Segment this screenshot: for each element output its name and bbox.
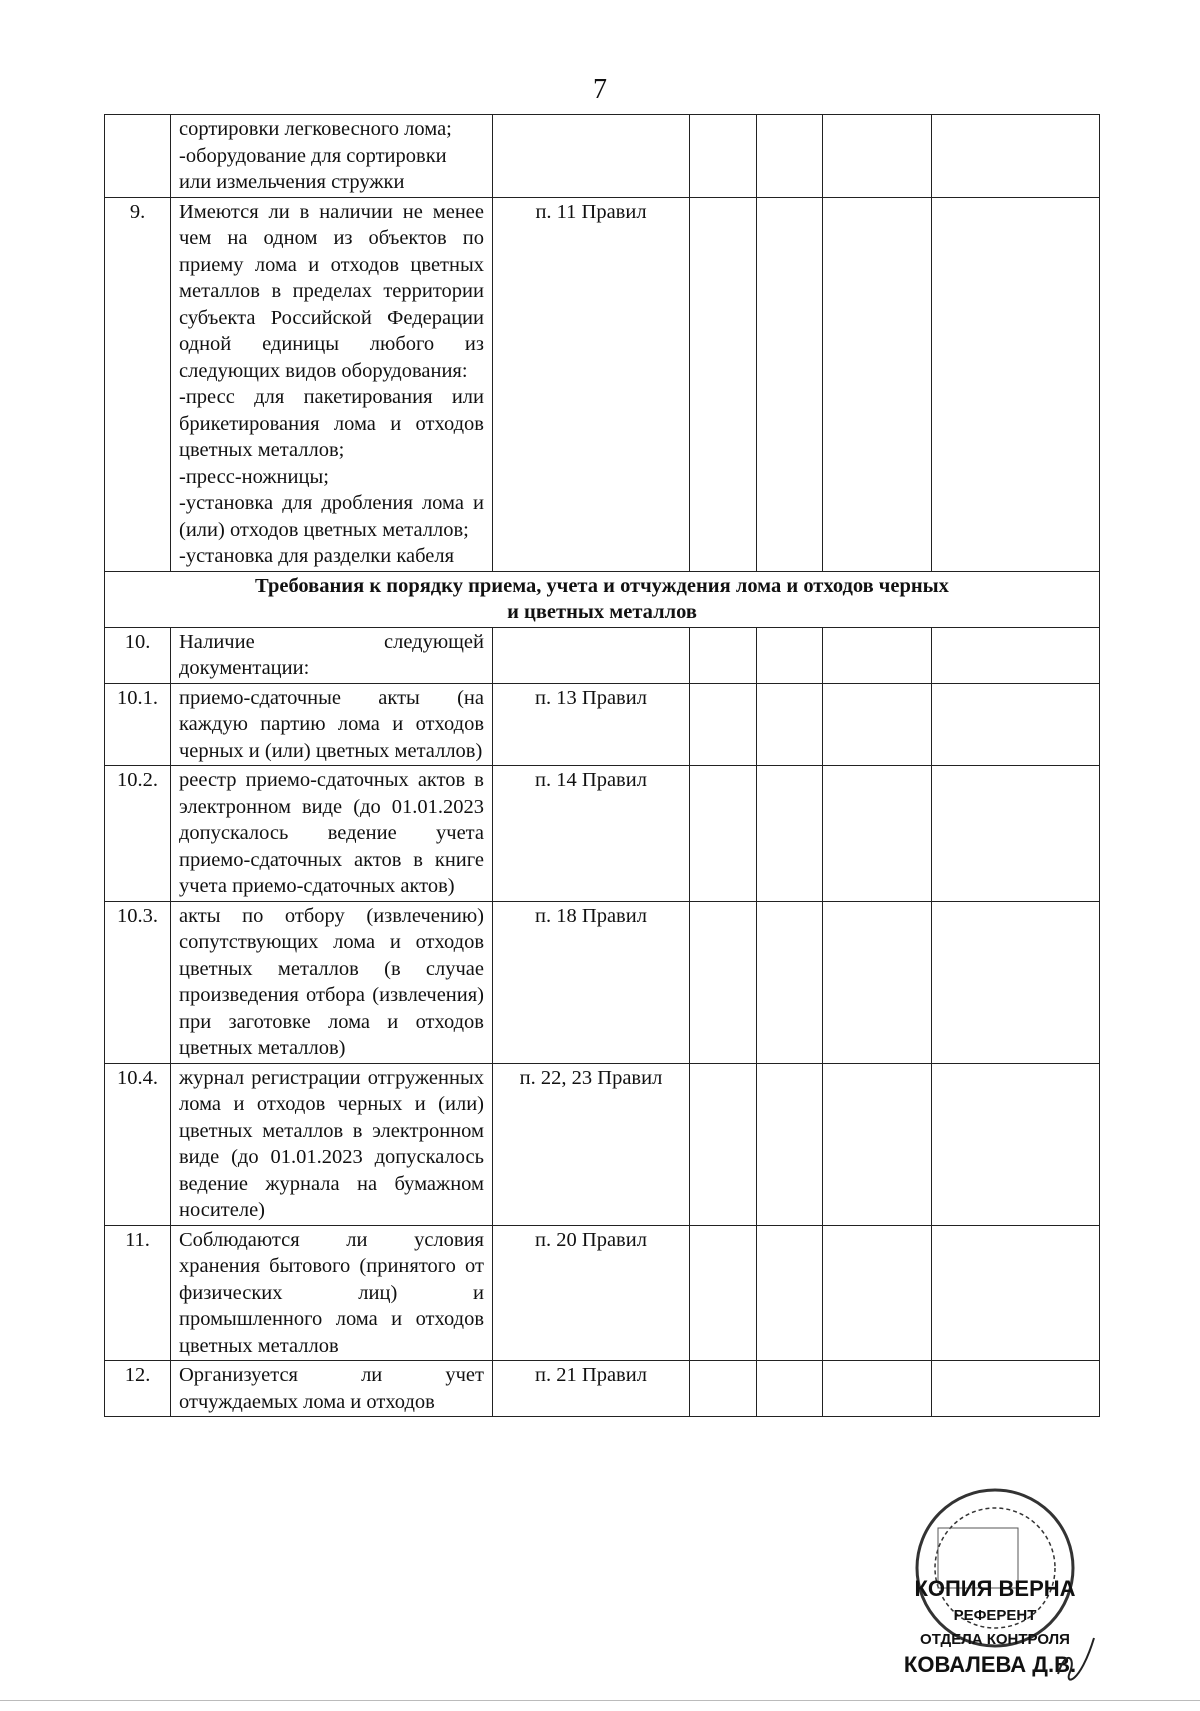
table-row [105,1225,1100,1361]
description-text: реестр приемо-сдаточных актов в электронном виде (до 01.01.2023 допускалось ведение учета приемо-сдаточных актов в книге учета приемо-сдаточных актов) [179,769,484,897]
answer-cell-na [823,197,932,571]
row-reference: п. 11 Правил [493,197,690,571]
answer-cell-yes [690,1063,757,1225]
answer-cell-no [757,115,823,198]
row-reference: п. 13 Правил [493,683,690,766]
row-reference: п. 22, 23 Правил [493,1063,690,1225]
checklist-table [104,114,1100,1417]
answer-cell-na [823,1063,932,1225]
description-paragraph: -установка для дробления лома и (или) отходов цветных металлов; [179,492,484,541]
answer-cell-na [823,766,932,902]
answer-cell-no [757,627,823,683]
answer-cell-no [757,1361,823,1417]
description-text: приемо-сдаточные акты (на каждую партию лома и отходов черных и (или) цветных металлов) [179,686,484,762]
description-paragraph: -пресс-ножницы; [179,465,329,488]
certification-stamp [880,1488,1110,1708]
notes-cell [932,1361,1100,1417]
row-number: 9. [105,197,171,571]
answer-cell-na [823,1225,932,1361]
row-description [171,115,493,198]
table-row [105,766,1100,902]
stamp-line-referent: РЕФЕРЕНТ [953,1607,1037,1624]
description-paragraph: -установка для разделки кабеля [179,545,455,567]
row-reference [493,115,690,198]
table-row [105,115,1100,198]
row-number: 10. [105,627,171,683]
section-header-row [105,571,1100,627]
row-reference: п. 14 Правил [493,766,690,902]
stamp-line-department: ОТДЕЛА КОНТРОЛЯ [920,1631,1070,1648]
table-row [105,1063,1100,1225]
page-number: 7 [593,74,607,105]
answer-cell-na [823,901,932,1063]
description-text: акты по отбору (извлечению) сопутствующих лома и отходов цветных металлов (в случае произведения отбора (извлечения) при заготовке лома и отходов цветных металлов) [179,904,484,1059]
stamp-line-name: КОВАЛЕВА Д.В. [903,1652,1077,1677]
answer-cell-yes [690,627,757,683]
row-description [171,1361,493,1417]
answer-cell-yes [690,1361,757,1417]
answer-cell-na [823,1361,932,1417]
stamp-line-copy-true: КОПИЯ ВЕРНА [914,1576,1076,1601]
row-number: 10.2. [105,766,171,902]
description-line: -оборудование для сортировки [179,144,447,167]
table-row [105,627,1100,683]
description-text: журнал регистрации отгруженных лома и отходов черных и (или) цветных металлов в электронном виде (до 01.01.2023 допускалось ведение журнала на бумажном носителе) [179,1066,484,1221]
notes-cell [932,901,1100,1063]
description-text: Наличие следующей документации: [179,630,484,679]
section-title-line: Требования к порядку приема, учета и отчуждения лома и отходов черных [255,574,949,597]
row-number: 10.4. [105,1063,171,1225]
row-number: 10.3. [105,901,171,1063]
row-reference [493,627,690,683]
answer-cell-yes [690,1225,757,1361]
answer-cell-yes [690,197,757,571]
table-row [105,683,1100,766]
table-row [105,1361,1100,1417]
row-number [105,115,171,198]
row-reference: п. 20 Правил [493,1225,690,1361]
answer-cell-yes [690,115,757,198]
row-description [171,766,493,902]
description-paragraph: -пресс для пакетирования или брикетирования лома и отходов цветных металлов; [179,386,484,461]
notes-cell [932,683,1100,766]
answer-cell-na [823,115,932,198]
notes-cell [932,1063,1100,1225]
description-line: или измельчения стружки [179,171,405,193]
description-text: Организуется ли учет отчуждаемых лома и отходов [179,1364,484,1413]
row-reference: п. 18 Правил [493,901,690,1063]
row-description [171,683,493,766]
notes-cell [932,197,1100,571]
row-description [171,627,493,683]
row-reference: п. 21 Правил [493,1361,690,1417]
answer-cell-no [757,1063,823,1225]
description-paragraph: Имеются ли в наличии не менее чем на одном из объектов по приему лома и отходов цветных металлов в пределах территории субъекта Российской Федерации одной единицы любого из следующих видов оборудования: [179,200,484,382]
row-description [171,197,493,571]
notes-cell [932,766,1100,902]
row-description [171,901,493,1063]
notes-cell [932,115,1100,198]
answer-cell-no [757,901,823,1063]
row-number: 11. [105,1225,171,1361]
answer-cell-no [757,197,823,571]
answer-cell-na [823,683,932,766]
answer-cell-no [757,1225,823,1361]
answer-cell-yes [690,683,757,766]
description-text: Соблюдаются ли условия хранения бытового (принятого от физических лиц) и промышленного лома и отходов цветных металлов [179,1228,484,1357]
description-line: сортировки легковесного лома; [179,118,452,140]
row-description [171,1225,493,1361]
answer-cell-no [757,766,823,902]
row-number: 10.1. [105,683,171,766]
answer-cell-no [757,683,823,766]
section-title-line: и цветных металлов [507,601,697,623]
table-row [105,901,1100,1063]
table-row [105,197,1100,571]
section-title [105,571,1100,627]
answer-cell-yes [690,901,757,1063]
notes-cell [932,1225,1100,1361]
answer-cell-yes [690,766,757,902]
row-number: 12. [105,1361,171,1417]
answer-cell-na [823,627,932,683]
page-bottom-edge [0,1700,1200,1701]
row-description [171,1063,493,1225]
notes-cell [932,627,1100,683]
